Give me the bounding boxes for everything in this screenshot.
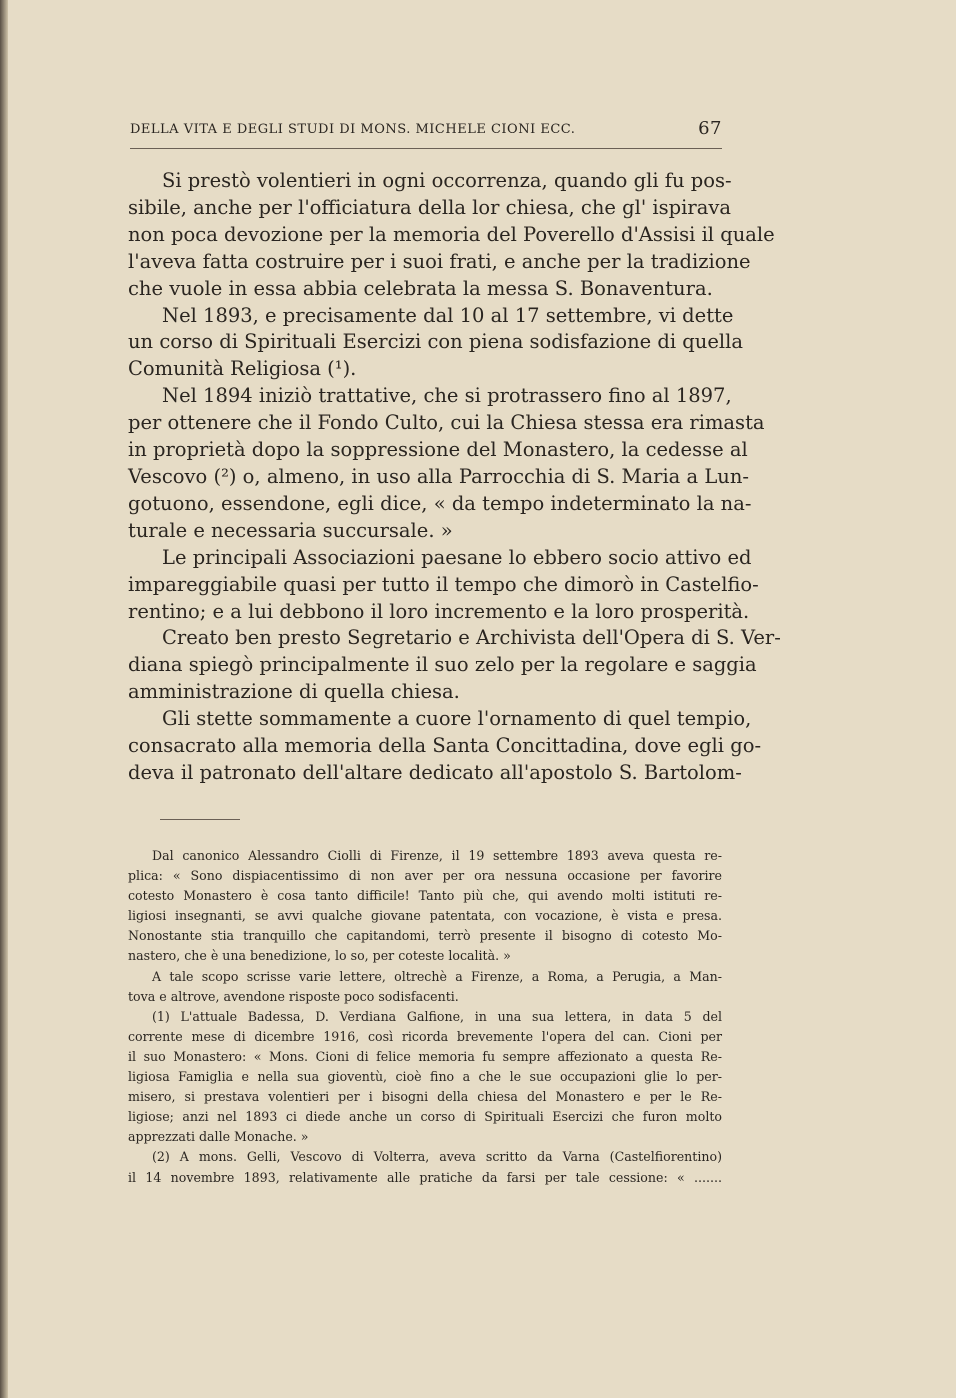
text-line: A tale scopo scrisse varie lettere, oltrechè a Firenze, a Roma, a Perugia, a Man- [152,968,722,984]
text-line: il suo Monastero: « Mons. Cioni di felice memoria fu sempre affezionato a questa Re- [128,1048,722,1064]
text-line: l'aveva fatta costruire per i suoi frati, e anche per la tradizione [128,249,751,273]
running-header [130,118,722,142]
text-line: Nel 1894 iniziò trattative, che si protrassero fino al 1897, [162,384,732,408]
text-line: Dal canonico Alessandro Ciolli di Firenze, il 19 settembre 1893 aveva questa re- [152,848,722,863]
text-line: (1) L'attuale Badessa, D. Verdiana Galfione, in una sua lettera, in data 5 del [152,1008,722,1024]
text-line: plica: « Sono dispiacentissimo di non aver per ora nessuna occasione per favorire [128,868,722,884]
paragraph [128,706,762,787]
paragraph [128,545,759,626]
main-text [128,168,781,787]
text-line: in proprietà dopo la soppressione del Monastero, la cedesse al [128,438,748,462]
text-line: non poca devozione per la memoria del Poverello d'Assisi il quale [128,222,775,246]
text-line: sibile, anche per l'officiatura della lor chiesa, che gl' ispirava [128,195,731,219]
text-line: (2) A mons. Gelli, Vescovo di Volterra, aveva scritto da Varna (Castelfiorentino) [152,1149,722,1165]
text-line: apprezzati dalle Monache. » [128,1129,309,1145]
text-line: consacrato alla memoria della Santa Concittadina, dove egli go- [128,734,762,758]
text-line: Si prestò volentieri in ogni occorrenza, quando gli fu pos- [162,169,732,192]
text-line: Gli stette sommamente a cuore l'ornamento di quel tempio, [162,707,752,731]
text-line: misero, si prestava volentieri per i bisogni della chiesa del Monastero e per le Re- [128,1089,722,1105]
text-line: un corso di Spirituali Esercizi con piena sodisfazione di quella [128,330,743,354]
text-line: turale e necessaria succursale. » [128,518,453,542]
text-line: Nel 1893, e precisamente dal 10 al 17 settembre, vi dette [162,303,734,327]
text-line: ligiosi insegnanti, se avvi qualche giovane patentata, con vocazione, è vista e presa. [128,908,722,924]
text-line: Nonostante stia tranquillo che capitandomi, terrò presente il bisogno di cotesto Mo- [128,928,722,944]
text-line: gotuono, essendone, egli dice, « da tempo indeterminato la na- [128,491,752,515]
running-title: DELLA VITA E DEGLI STUDI DI MONS. MICHELE CIONI ECC. [130,122,576,137]
paragraph [128,383,765,544]
text-line: cotesto Monastero è cosa tanto difficile! Tanto più che, qui avendo molti istituti re- [128,888,722,904]
page-number: 67 [698,118,722,139]
footnotes [128,846,722,1188]
paragraph [128,303,743,384]
text-line: rentino; e a lui debbono il loro incremento e la loro prosperità. [128,599,750,623]
text-line: Comunità Religiosa (¹). [128,357,357,381]
text-line: Vescovo (²) o, almeno, in uso alla Parrocchia di S. Maria a Lun- [128,464,749,488]
text-line: ligiosa Famiglia e nella sua gioventù, cioè fino a che le sue occupazioni glie lo per- [128,1069,722,1085]
paragraph [128,625,781,706]
text-line: ligiose; anzi nel 1893 ci diede anche un corso di Spirituali Esercizi che furon molto [128,1109,722,1125]
text-line: che vuole in essa abbia celebrata la messa S. Bonaventura. [128,276,713,300]
text-line: nastero, che è una benedizione, lo so, per coteste località. » [128,948,511,964]
text-line: corrente mese di dicembre 1916, così ricorda brevemente l'opera del can. Cioni per [128,1028,722,1044]
text-line: Creato ben presto Segretario e Archivista dell'Opera di S. Ver- [162,626,781,650]
footnote [128,1007,722,1148]
footnote [128,967,722,1007]
text-line: deva il patronato dell'altare dedicato all'apostolo S. Bartolom- [128,760,742,784]
text-line: per ottenere che il Fondo Culto, cui la Chiesa stessa era rimasta [128,411,765,435]
paragraph [128,168,775,303]
text-line: tova e altrove, avendone risposte poco sodisfacenti. [128,988,459,1004]
footnote [128,1147,722,1187]
text-line: diana spiegò principalmente il suo zelo per la regolare e saggia [128,653,757,677]
text-line: il 14 novembre 1893, relativamente alle pratiche da farsi per tale cessione: « ....... [128,1169,722,1185]
header-rule [130,148,722,149]
text-line: amministrazione di quella chiesa. [128,680,460,704]
footnote-rule [160,819,240,820]
text-line: Le principali Associazioni paesane lo ebbero socio attivo ed [162,545,752,569]
page-binding-edge [0,0,8,1398]
footnote [128,846,722,967]
text-line: impareggiabile quasi per tutto il tempo che dimorò in Castelfio- [128,572,759,596]
